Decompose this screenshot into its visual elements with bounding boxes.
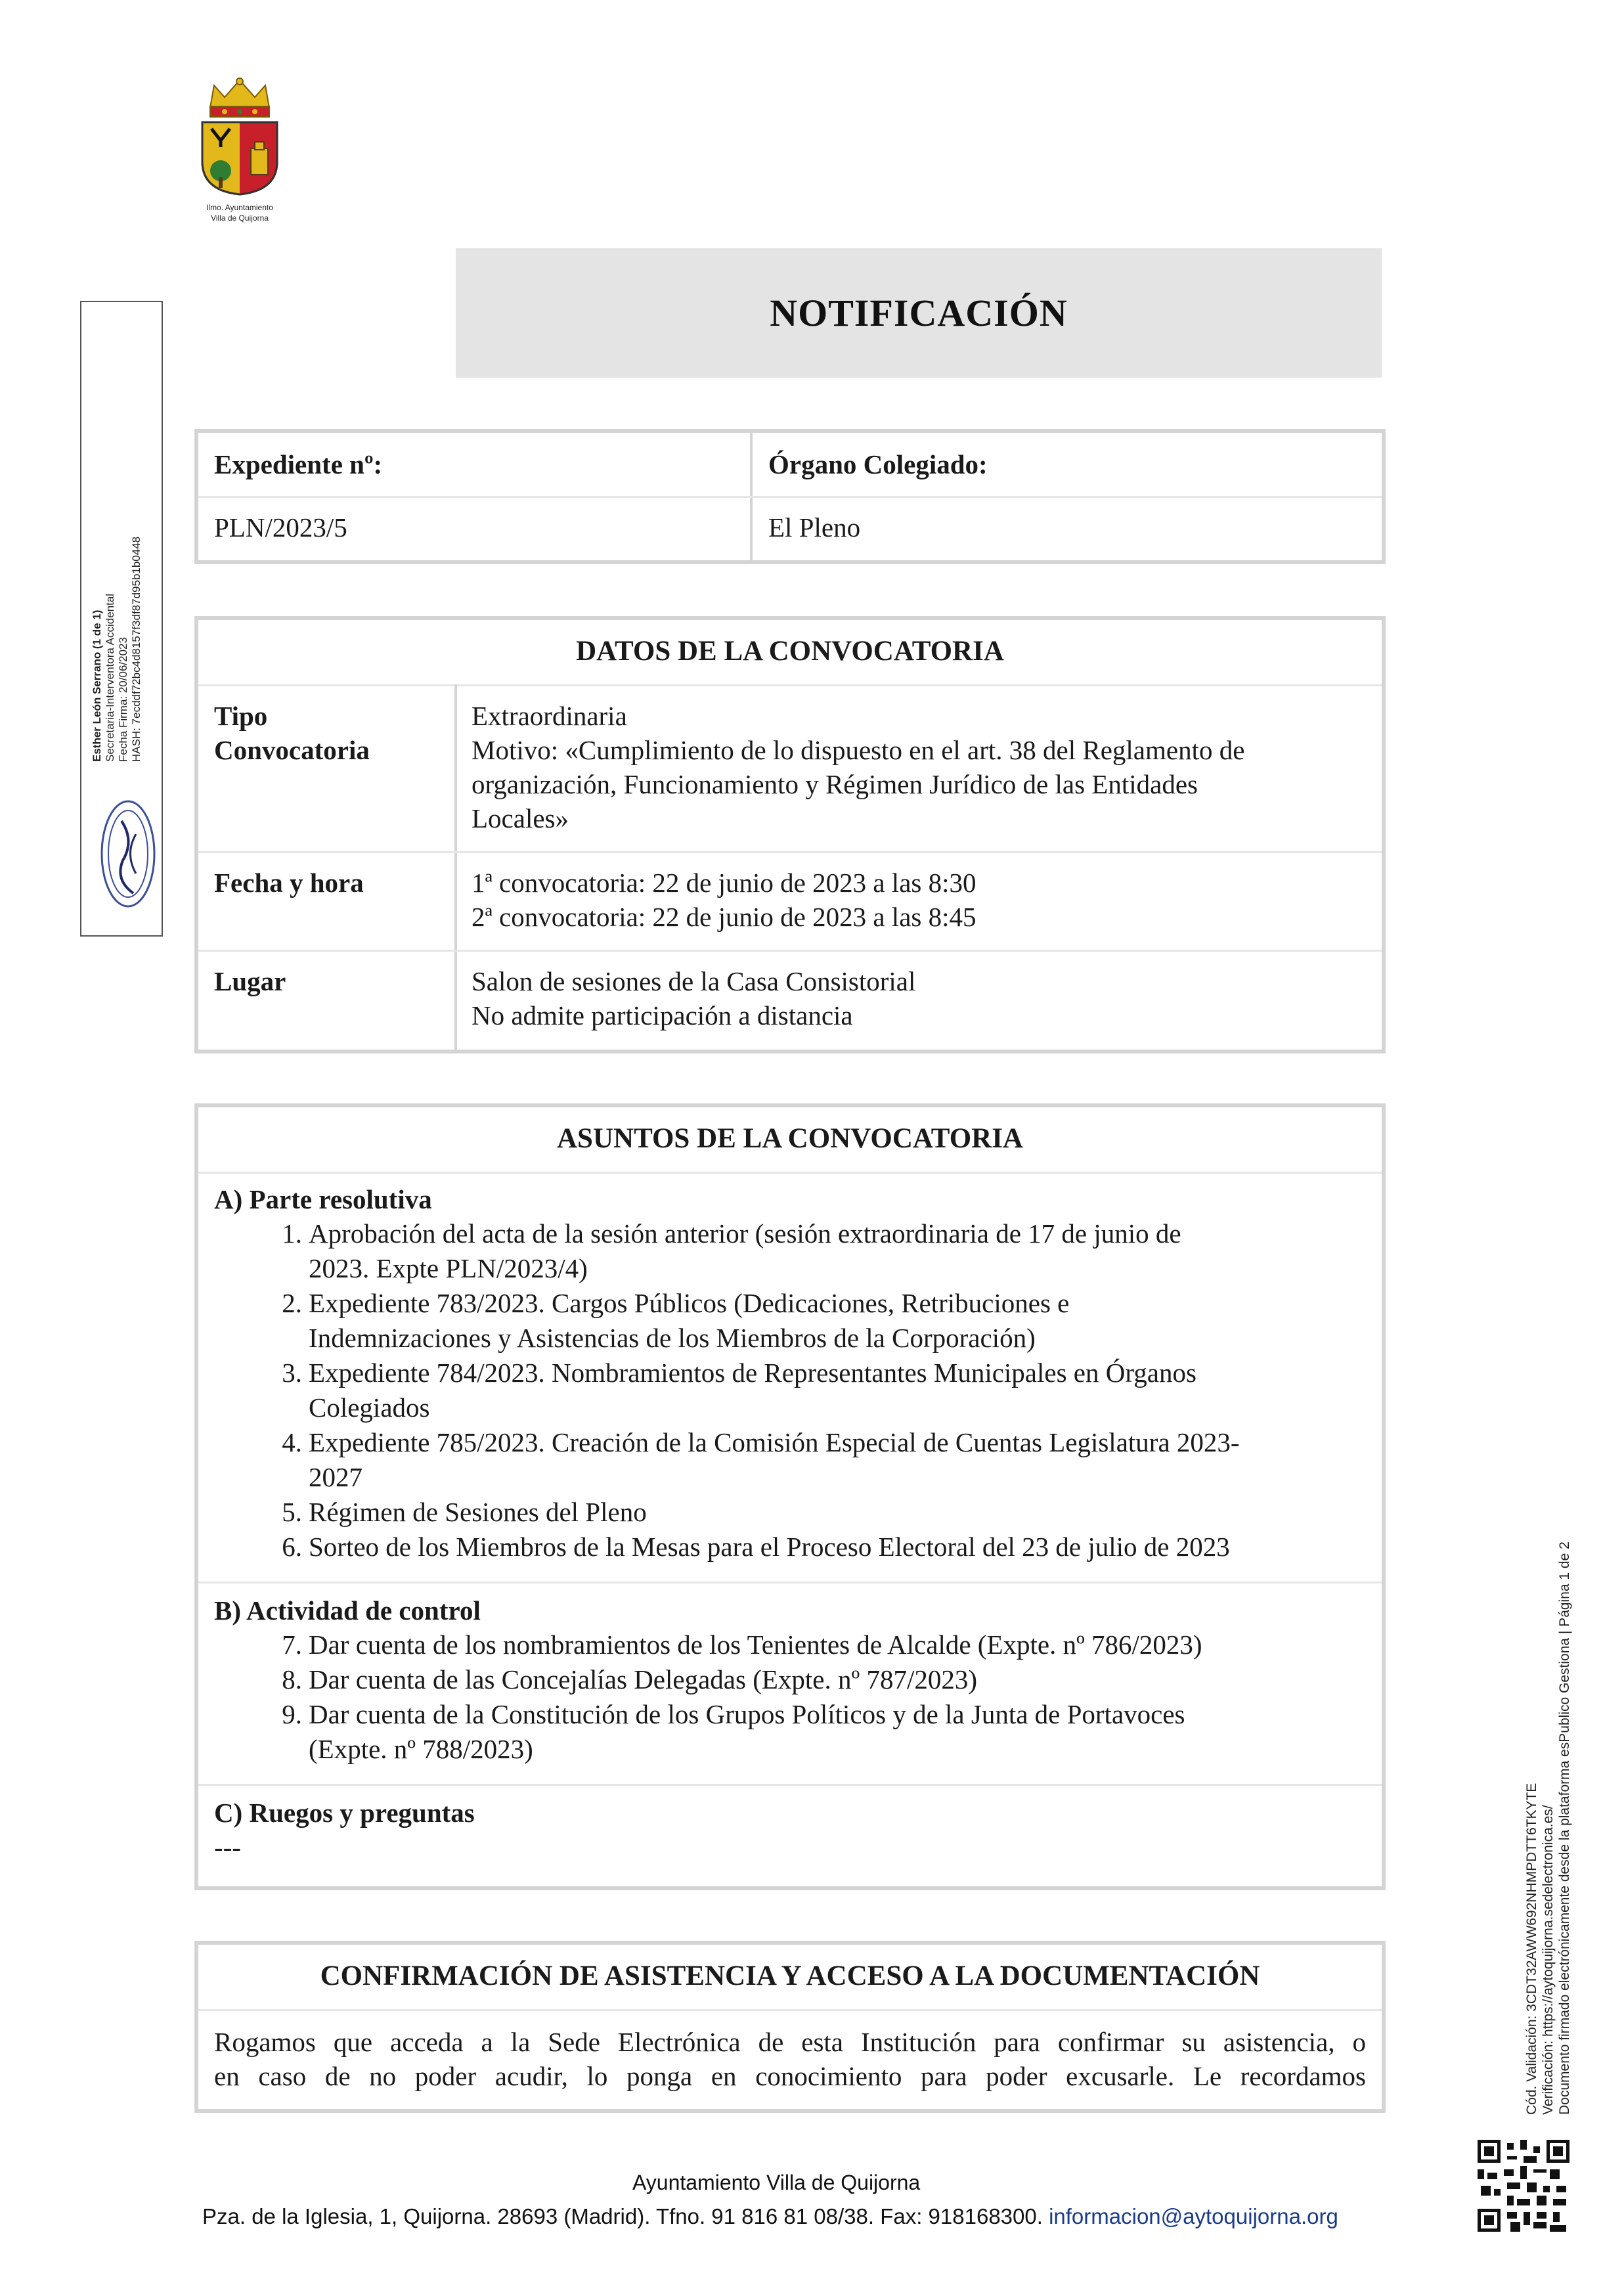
agenda-item-text: Expediente 784/2023. Nombramientos de Representantes Municipales en Órganos xyxy=(309,1358,1196,1388)
agenda-item-number: 4. xyxy=(282,1427,302,1457)
agenda-item xyxy=(271,1697,1202,1767)
agenda-item-text-continued: Indemnizaciones y Asistencias de los Miembros de la Corporación) xyxy=(309,1323,1036,1353)
confirmacion-box xyxy=(194,1941,1386,2113)
row-divider xyxy=(198,2009,1382,2011)
coat-of-arms-icon xyxy=(200,120,280,196)
primera-convocatoria: 1ª convocatoria: 22 de junio de 2023 a las 8:30 xyxy=(472,868,977,898)
agenda-item-number: 2. xyxy=(282,1288,302,1318)
agenda-item-number: 3. xyxy=(282,1358,302,1388)
row-divider xyxy=(198,1582,1382,1583)
agenda-item-number: 1. xyxy=(282,1218,302,1249)
section-a-list xyxy=(271,1216,1240,1564)
validation-page-info: Documento firmado electrónicamente desde la plataforma esPublico Gestiona | Página 1 de 2 xyxy=(1557,1541,1572,2115)
agenda-item xyxy=(271,1356,1240,1425)
agenda-item-text: Sorteo de los Miembros de la Mesas para el Proceso Electoral del 23 de julio de 2023 xyxy=(309,1532,1230,1562)
validation-code: Cód. Validación: 3CDT32AWW692NHMPDTT6TKYTE xyxy=(1524,1783,1539,2115)
signature-seal-icon xyxy=(95,795,161,913)
footer-contact xyxy=(202,2203,1338,2230)
validation-text xyxy=(1524,1541,1573,2115)
signer-role: Secretaria-Interventora Accidental xyxy=(104,593,116,762)
segunda-convocatoria: 2ª convocatoria: 22 de junio de 2023 a las 8:45 xyxy=(472,902,977,932)
row-divider xyxy=(198,684,1382,686)
expediente-box xyxy=(194,429,1386,564)
row-divider xyxy=(198,1172,1382,1174)
logo-caption-line-1: Ilmo. Ayuntamiento xyxy=(206,203,273,212)
section-c-body: --- xyxy=(214,1832,241,1862)
row-divider xyxy=(198,950,1382,952)
signature-date: Fecha Firma: 20/06/2023 xyxy=(117,637,129,762)
agenda-item-number: 9. xyxy=(282,1699,302,1729)
expediente-label: Expediente nº: xyxy=(214,449,383,479)
confirmacion-heading: CONFIRMACIÓN DE ASISTENCIA Y ACCESO A LA DOCUMENTACIÓN xyxy=(320,1960,1260,1991)
row-divider xyxy=(198,496,1382,498)
fecha-label: Fecha y hora xyxy=(214,868,364,898)
page-title: NOTIFICACIÓN xyxy=(770,292,1068,334)
row-divider xyxy=(198,1784,1382,1786)
agenda-item-text-continued: Colegiados xyxy=(309,1392,430,1423)
agenda-item-text: Aprobación del acta de la sesión anterior (sesión extraordinaria de 17 de junio de xyxy=(309,1218,1181,1249)
section-c-heading: C) Ruegos y preguntas xyxy=(214,1798,475,1828)
motivo-line-3: Locales» xyxy=(472,803,569,833)
agenda-item-text-continued: 2027 xyxy=(309,1462,362,1492)
agenda-item xyxy=(271,1530,1240,1564)
motivo-line-2: organización, Funcionamiento y Régimen Jurídico de las Entidades xyxy=(472,769,1198,799)
agenda-item xyxy=(271,1628,1202,1662)
row-divider xyxy=(198,851,1382,853)
agenda-item xyxy=(271,1662,1202,1697)
tipo-value: Extraordinaria xyxy=(472,701,627,731)
signature-text xyxy=(91,537,143,762)
agenda-item-text: Expediente 785/2023. Creación de la Comisión Especial de Cuentas Legislatura 2023- xyxy=(309,1427,1240,1457)
expediente-value: PLN/2023/5 xyxy=(214,512,347,543)
lugar-value: Salon de sesiones de la Casa Consistorial xyxy=(472,966,916,996)
agenda-item-text: Régimen de Sesiones del Pleno xyxy=(309,1497,647,1527)
footer-email-link[interactable]: informacion@aytoquijorna.org xyxy=(1049,2204,1338,2228)
title-banner xyxy=(456,248,1382,378)
asuntos-heading: ASUNTOS DE LA CONVOCATORIA xyxy=(557,1123,1023,1154)
agenda-item xyxy=(271,1216,1240,1286)
datos-convocatoria-box xyxy=(194,616,1386,1053)
logo-caption xyxy=(184,202,296,223)
footer-institution: Ayuntamiento Villa de Quijorna xyxy=(632,2171,921,2194)
agenda-item-text: Expediente 783/2023. Cargos Públicos (Dedicaciones, Retribuciones e xyxy=(309,1288,1070,1318)
footer-address: Pza. de la Iglesia, 1, Quijorna. 28693 (Madrid). Tfno. 91 816 81 08/38. Fax: 918168300. xyxy=(202,2204,1043,2228)
section-a-heading: A) Parte resolutiva xyxy=(214,1184,432,1214)
qr-code-icon[interactable] xyxy=(1478,2140,1569,2232)
convocatoria-label: Convocatoria xyxy=(214,735,370,765)
agenda-item-number: 7. xyxy=(282,1629,302,1660)
agenda-item xyxy=(271,1286,1240,1356)
verification-url[interactable]: Verificación: https://aytoquijorna.sedelectronica.es/ xyxy=(1541,1805,1556,2115)
agenda-item xyxy=(271,1495,1240,1530)
logo-caption-line-2: Villa de Quijorna xyxy=(211,213,269,223)
section-b-heading: B) Actividad de control xyxy=(214,1595,481,1626)
crown-icon xyxy=(205,78,274,120)
confirmacion-line-1: Rogamos que acceda a la Sede Electrónica de esta Institución para confirmar su asistencia, o xyxy=(214,2027,1366,2057)
organo-label: Órgano Colegiado: xyxy=(768,449,988,479)
signature-hash: HASH: 7ecddf72bc4d8157f3df87d95b1b0448 xyxy=(130,536,143,762)
motivo-line-1: Motivo: «Cumplimiento de lo dispuesto en el art. 38 del Reglamento de xyxy=(472,735,1245,765)
signer-name: Esther León Serrano (1 de 1) xyxy=(91,609,103,762)
agenda-item-text: Dar cuenta de las Concejalías Delegadas (Expte. nº 787/2023) xyxy=(309,1664,977,1694)
section-b-list xyxy=(271,1628,1202,1767)
tipo-label: Tipo xyxy=(214,701,268,731)
municipal-logo xyxy=(190,78,289,230)
agenda-item-text-continued: (Expte. nº 788/2023) xyxy=(309,1734,533,1764)
agenda-item-number: 8. xyxy=(282,1664,302,1694)
agenda-item-text: Dar cuenta de la Constitución de los Grupos Políticos y de la Junta de Portavoces xyxy=(309,1699,1185,1729)
agenda-item-number: 6. xyxy=(282,1532,302,1562)
column-divider xyxy=(454,684,457,1050)
agenda-item-text: Dar cuenta de los nombramientos de los Tenientes de Alcalde (Expte. nº 786/2023) xyxy=(309,1629,1202,1660)
agenda-item-number: 5. xyxy=(282,1497,302,1527)
asuntos-box xyxy=(194,1103,1386,1890)
confirmacion-line-2: en caso de no poder acudir, lo ponga en conocimiento para poder excusarle. Le recordamos xyxy=(214,2061,1366,2091)
agenda-item xyxy=(271,1425,1240,1495)
datos-heading: DATOS DE LA CONVOCATORIA xyxy=(576,636,1004,667)
lugar-label: Lugar xyxy=(214,966,286,996)
agenda-item-text-continued: 2023. Expte PLN/2023/4) xyxy=(309,1253,588,1283)
participacion-value: No admite participación a distancia xyxy=(472,1000,853,1030)
organo-value: El Pleno xyxy=(768,512,861,543)
